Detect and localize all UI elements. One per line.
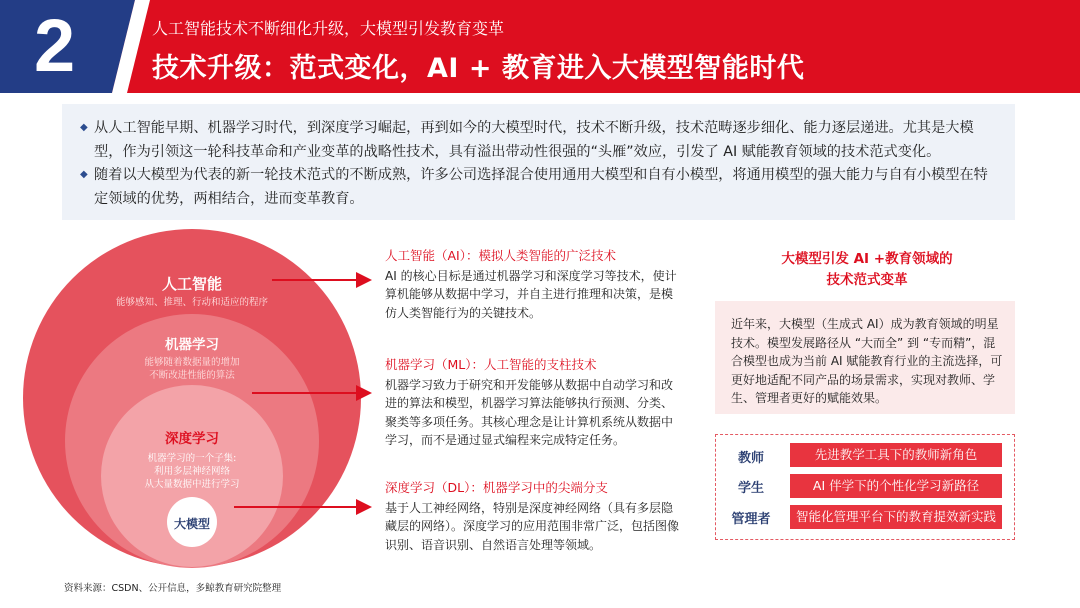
intro-bullet-text: 从人工智能早期、机器学习时代，到深度学习崛起，再到如今的大模型时代，技术不断升级，技术范畴逐步细化、能力逐层递进。尤其是大模型，作为引领这一轮科技革命和产业变革的战略性技术，具有溢出带动性很强的“头雁”效应，引发了 AI 赋能教育领域的技术范式变化。 [94, 120, 974, 160]
ml-circle-desc-1: 能够随着数据量的增加 [144, 357, 240, 368]
role-bar-manager: 智能化管理平台下的教育提效新实践 [790, 505, 1002, 529]
dl-circle-desc-1: 机器学习的一个子集: [147, 453, 237, 464]
ml-detail-body: 机器学习致力于研究和开发能够从数据中自动学习和改进的算法和模型，机器学习算法能够执行预测、分类、聚类等多项任务。其核心理念是让计算机系统从数据中学习，而不是通过显式编程来完成特定任务。 [385, 377, 674, 447]
dl-detail-heading: 深度学习（DL）：机器学习中的尖端分支 [385, 480, 608, 495]
role-name-student: 学生 [737, 481, 764, 496]
ai-circle-label [92, 274, 292, 309]
role-bar-teacher: 先进教学工具下的教师新角色 [790, 443, 1002, 467]
dl-detail [385, 479, 680, 554]
ml-circle-desc-2: 不断改进性能的算法 [149, 370, 235, 381]
dl-circle-title: 深度学习 [165, 431, 219, 447]
llm-circle-label: 大模型 [173, 517, 210, 531]
ai-detail-body: AI 的核心目标是通过机器学习和深度学习等技术，使计算机能够从数据中学习，并自主进行推理和决策，是模仿人类智能行为的关键技术。 [385, 268, 677, 320]
header-subtitle: 人工智能技术不断细化升级，大模型引发教育变革 [152, 19, 505, 38]
ml-circle-label [92, 336, 292, 382]
diamond-bullet-icon: ◆ [80, 169, 88, 180]
right-summary-box [715, 301, 1015, 414]
dl-circle-desc-2: 利用多层神经网络 [153, 466, 230, 477]
right-title-line-2: 技术范式变革 [826, 272, 908, 288]
right-summary-text: 近年来，大模型（生成式 AI）成为教育领域的明星技术。模型发展路径从 “大而全” 到 “专而精”，混合模型也成为当前 AI 赋能教育行业的主流选择，可更好地适配不同产品的场景需求，实现对教师、学生、管理者更好的赋能效果。 [731, 317, 1003, 406]
role-name-teacher: 教师 [737, 451, 764, 466]
page-title: 技术升级：范式变化，AI + 教育进入大模型智能时代 [152, 53, 805, 84]
dl-circle-desc-3: 从大量数据中进行学习 [144, 479, 240, 490]
ml-detail [385, 356, 680, 450]
roles-panel [715, 434, 1015, 540]
role-name-manager: 管理者 [731, 512, 771, 527]
role-bar-student: AI 伴学下的个性化学习新路径 [790, 474, 1002, 498]
right-title-line-1: 大模型引发 AI +教育领域的 [781, 251, 953, 267]
ml-circle-title: 机器学习 [165, 337, 219, 353]
diamond-bullet-icon: ◆ [80, 122, 88, 133]
dl-detail-body: 基于人工神经网络，特别是深度神经网络（具有多层隐藏层的网络）。深度学习的应用范围非常广泛，包括图像识别、语音识别、自然语言处理等领域。 [385, 500, 680, 552]
source-footnote: 资料来源：CSDN、公开信息，多鲸教育研究院整理 [64, 583, 282, 594]
ml-detail-heading: 机器学习（ML）：人工智能的支柱技术 [385, 357, 597, 372]
dl-circle-label [102, 430, 282, 491]
intro-bullet-text: 随着以大模型为代表的新一轮技术范式的不断成熟，许多公司选择混合使用通用大模型和自有小模型，将通用模型的强大能力与自有小模型在特定领域的优势，两相结合，进而变革教育。 [94, 167, 988, 207]
ai-circle-title: 人工智能 [161, 275, 222, 293]
right-section-title [742, 249, 992, 291]
ai-detail-heading: 人工智能（AI）：模拟人类智能的广泛技术 [385, 248, 616, 263]
ai-detail [385, 247, 680, 322]
section-number: 2 [34, 4, 76, 87]
ai-circle-desc: 能够感知、推理、行动和适应的程序 [115, 297, 268, 308]
